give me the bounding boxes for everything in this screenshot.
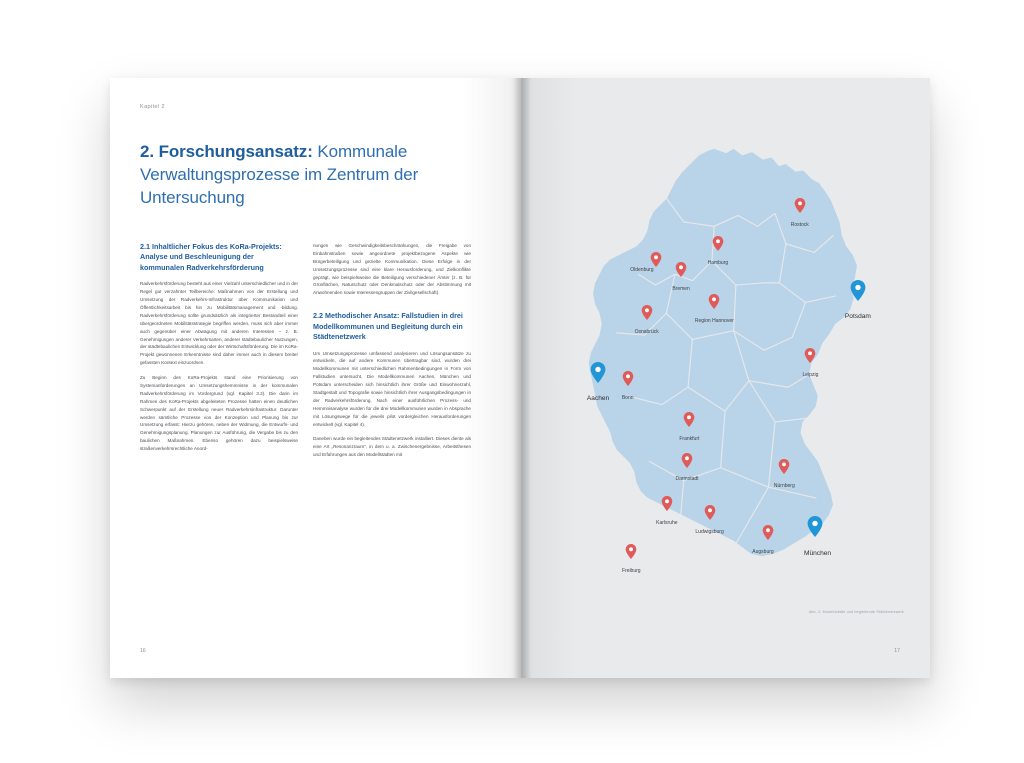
map-pin-augsburg[interactable] — [762, 525, 773, 540]
location-pin-icon — [591, 362, 606, 383]
location-pin-icon — [709, 294, 720, 309]
map-pin-osnabrueck[interactable] — [641, 305, 652, 320]
page-title-bold: 2. Forschungsansatz: — [140, 142, 313, 161]
map-pin-label-augsburg: Augsburg — [752, 549, 774, 556]
map-pin-label-nuernberg: Nürnberg — [773, 482, 795, 489]
map-pin-region hannover[interactable] — [709, 294, 720, 309]
location-pin-icon — [651, 252, 662, 267]
germany-map — [547, 122, 903, 622]
map-pin-label-oldenburg: Oldenburg — [630, 266, 654, 273]
map-pin-label-frankfurt: Frankfurt — [679, 436, 700, 443]
map-pin-nuernberg[interactable] — [779, 459, 790, 474]
page-number-left: 16 — [140, 648, 146, 654]
map-pin-label-potsdam: Potsdam — [844, 313, 871, 321]
text-column-2 — [313, 242, 471, 466]
section-heading-2-2: 2.2 Methodischer Ansatz: Fallstudien in drei Modellkommunen und Begleitung durch ein Städtenetzwerk — [313, 311, 463, 342]
location-pin-icon — [676, 262, 687, 277]
map-pin-layer — [547, 122, 903, 622]
location-pin-icon — [682, 453, 693, 468]
map-pin-label-bonn: Bonn — [621, 394, 634, 401]
map-pin-ludwigsburg[interactable] — [704, 505, 715, 520]
map-pin-label-hamburg: Hamburg — [707, 260, 729, 267]
map-pin-label-leipzig: Leipzig — [802, 372, 819, 378]
map-pin-oldenburg[interactable] — [651, 252, 662, 267]
location-pin-icon — [661, 496, 672, 511]
chapter-label: Kapitel 2 — [140, 104, 166, 110]
map-pin-darmstadt[interactable] — [682, 453, 693, 468]
book-spread — [110, 78, 930, 678]
map-pin-freiburg[interactable] — [626, 544, 637, 559]
page-number-right: 17 — [894, 648, 900, 654]
location-pin-icon — [762, 525, 773, 540]
map-pin-label-aachen: Aachen — [586, 394, 610, 402]
location-pin-icon — [808, 516, 823, 537]
left-page — [110, 78, 521, 678]
map-pin-rostock[interactable] — [794, 198, 805, 213]
location-pin-icon — [794, 198, 805, 213]
map-pin-frankfurt[interactable] — [684, 412, 695, 427]
paragraph: Um Umsetzungsprozesse umfassend analysieren und Lösungsansätze zu entwickeln, die auf andere Kommunen übertragbar sind, wurden drei Modellkommunen mit unterschiedlichen Rahmenbedingungen in Form von Fallstudien untersucht. Die Modellkommunen Aachen, München und Potsdam unterscheiden sich hinsichtlich ihrer Größe und Einwohnerzahl, Stadtgestalt und Topografie sowie hinsichtlich ihrer Ausgangsbedingungen in der Radverkehrsförderung. Nach einer ausführlichen Prozess- und Hemmnisanalyse wurden für die drei Modellkommunen wurden in Absprache mit Lösungswege für die jeweils pilot vordergleichen Herausforderungen entwickelt (vgl. Kapitel 4). — [313, 350, 471, 427]
location-pin-icon — [805, 348, 816, 363]
map-pin-label-osnabrueck: Osnabrück — [634, 328, 659, 335]
map-pin-label-region hannover: Region Hannover — [694, 317, 734, 324]
figure-caption: Abb. 2: Modellstädte und begleitende Städtenetzwerk — [808, 610, 904, 614]
location-pin-icon — [622, 371, 633, 386]
map-pin-potsdam[interactable] — [850, 280, 865, 301]
map-pin-aachen[interactable] — [591, 362, 606, 383]
paragraph: Daneben wurde ein begleitendes Städtenetzwerk installiert. Dieses diente als eine Art „Resonanzraum", in dem u. a. Zwischenergebnisse, Arbeitsthesen und Erfahrungen aus den Modellstädten mit — [313, 436, 471, 458]
location-pin-icon — [850, 280, 865, 301]
paragraph: Zu Beginn des KoRa-Projekts stand eine Priorisierung von Systemanforderungen an Umsetzungshemmnisse in der kommunalen Radverkehrsförderung im Vordergrund (vgl. Kapitel 3.2). Die darin im Rahmen des KoRa-Projekts abgeleiteten Prozesse hatten einen deutlichen Schwerpunkt auf der Erstellung neuer Radverkehrsinfrastruktur. Darunter werden sämtliche Prozesse von der Konzeption und Planung bis zur Umsetzung erfasst: Hierzu gehören, neben der Widmung, die Entwurfs- und Genehmigungsplanung, Planungen zur Ausführung, die Vergabe bis zu den baulichen Maßnahmen. Ebenso gehören dazu beispielsweise straßenverkehrsrechtliche Anord- — [140, 375, 298, 452]
location-pin-icon — [712, 236, 723, 251]
page-title-rest: Kommunale Verwaltungsprozesse im Zentrum der Untersuchung — [140, 142, 419, 207]
map-pin-label-rostock: Rostock — [790, 222, 809, 228]
section-heading-2-1: 2.1 Inhaltlicher Fokus des KoRa-Projekts: Analyse und Beschleunigung der kommunalen Radverkehrsförderung — [140, 242, 282, 272]
location-pin-icon — [779, 459, 790, 474]
location-pin-icon — [641, 305, 652, 320]
map-pin-label-karlsruhe: Karlsruhe — [656, 519, 678, 526]
map-pin-bonn[interactable] — [622, 371, 633, 386]
map-pin-hamburg[interactable] — [712, 236, 723, 251]
location-pin-icon — [626, 544, 637, 559]
map-pin-leipzig[interactable] — [805, 348, 816, 363]
map-pin-muenchen[interactable] — [808, 516, 823, 537]
map-pin-label-freiburg: Freiburg — [621, 567, 641, 574]
map-pin-label-ludwigsburg: Ludwigsburg — [695, 528, 724, 535]
right-page — [521, 78, 930, 678]
map-pin-bremen[interactable] — [676, 262, 687, 277]
paragraph: nungen wie Geschwindigkeitsbeschränkungen, die Freigabe von Einbahnstraßen sowie angeordnete projektbezogene Aspekte wie Bürgerbeteiligung und gezielte Kommunikation. Diese Erfolge in der Umsetzungsprozesse sind eine klare Herausforderung, und Zielkonflikte geprägt, wie beispielsweise die Beteiligung verschiedener Ämter (z. B. für Grünflächen, Naturschutz oder Denkmalschutz oder der Abstimmung mit Anwohnenden sowie Interessengruppen der Zivilgesellschaft). — [313, 243, 471, 296]
map-pin-label-bremen: Bremen — [672, 286, 690, 293]
map-pin-label-darmstadt: Darmstadt — [675, 476, 699, 483]
text-column-1 — [140, 242, 298, 460]
page-title — [140, 141, 460, 209]
location-pin-icon — [704, 505, 715, 520]
paragraph: Radverkehrsförderung besteht aus einer Vielzahl unterschiedlicher und in der Regel gut verzahnter Teilbereiche: Maßnahmen von der Erstellung und Umsetzung der Radverkehrs-Infrastruktur über Kommunikation und Öffentlichkeitsarbeit bis hin zu Mobilitätsmanagement und -bildung. Radverkehrsförderung sollte grundsätzlich als integrierter Bestandteil einer übergeordneten Mobilitätsstrategie begriffen werden, muss sich aber immer auch gegenüber einer Abwägung mit anderen Interessen – z. B. Genehmigungen anderer Verkehrsarten, anderer städtebaulicher Nutzungen, der städtebaulichen Entwicklung oder der Wirtschaftsförderung. Die im KoRa-Projekt gewonnenen Erkenntnisse sind daher immer auch in diesem breiter gefassten Kontext einzuordnen. — [140, 281, 298, 366]
location-pin-icon — [684, 412, 695, 427]
map-pin-label-muenchen: München — [803, 550, 832, 558]
map-pin-karlsruhe[interactable] — [661, 496, 672, 511]
